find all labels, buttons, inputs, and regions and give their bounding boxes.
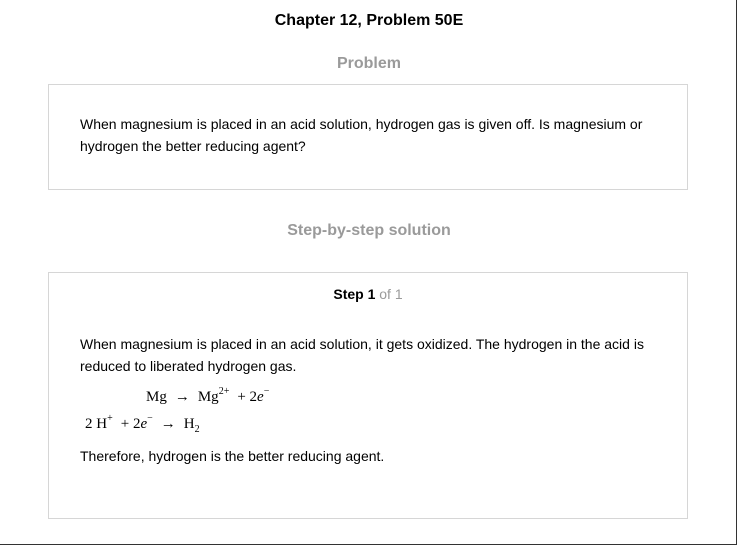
reduction-equation [85,413,200,435]
eq1-electron-charge: − [263,386,270,397]
eq2-reactant-charge: + [107,413,113,424]
eq2-electron: e [140,416,148,432]
chapter-title: Chapter 12, Problem 50E [274,12,464,29]
oxidation-equation [146,386,270,406]
eq2-product: H [183,416,195,432]
solution-card [48,272,688,519]
step-label [49,286,687,302]
problem-heading: Problem [336,55,401,72]
eq1-electron: e [257,389,264,405]
step-total: of 1 [375,286,403,302]
eq2-plus: + 2 [120,416,141,432]
step-conclusion-text: Therefore, hydrogen is the better reducing agent. [80,448,385,464]
problem-card [48,84,688,190]
eq2-electron-charge: − [147,413,153,424]
eq2-arrow: → [160,416,176,432]
step-intro-text: When magnesium is placed in an acid solution, it gets oxidized. The hydrogen in the acid is reduced to liberated hydrogen gas. [80,336,644,374]
problem-text: When magnesium is placed in an acid solution, hydrogen gas is given off. Is magnesium or hydrogen the better reducing agent? [80,116,643,154]
eq1-arrow: → [174,389,190,405]
eq1-product: Mg [197,389,219,405]
step-number: Step 1 [333,286,376,302]
eq1-reactant: Mg [146,389,167,405]
eq2-reactant: 2 H [85,416,108,432]
eq2-product-subscript: 2 [194,424,200,435]
eq1-product-charge: 2+ [218,386,230,397]
solution-heading: Step-by-step solution [287,222,451,239]
eq1-plus: + 2 [237,389,258,405]
